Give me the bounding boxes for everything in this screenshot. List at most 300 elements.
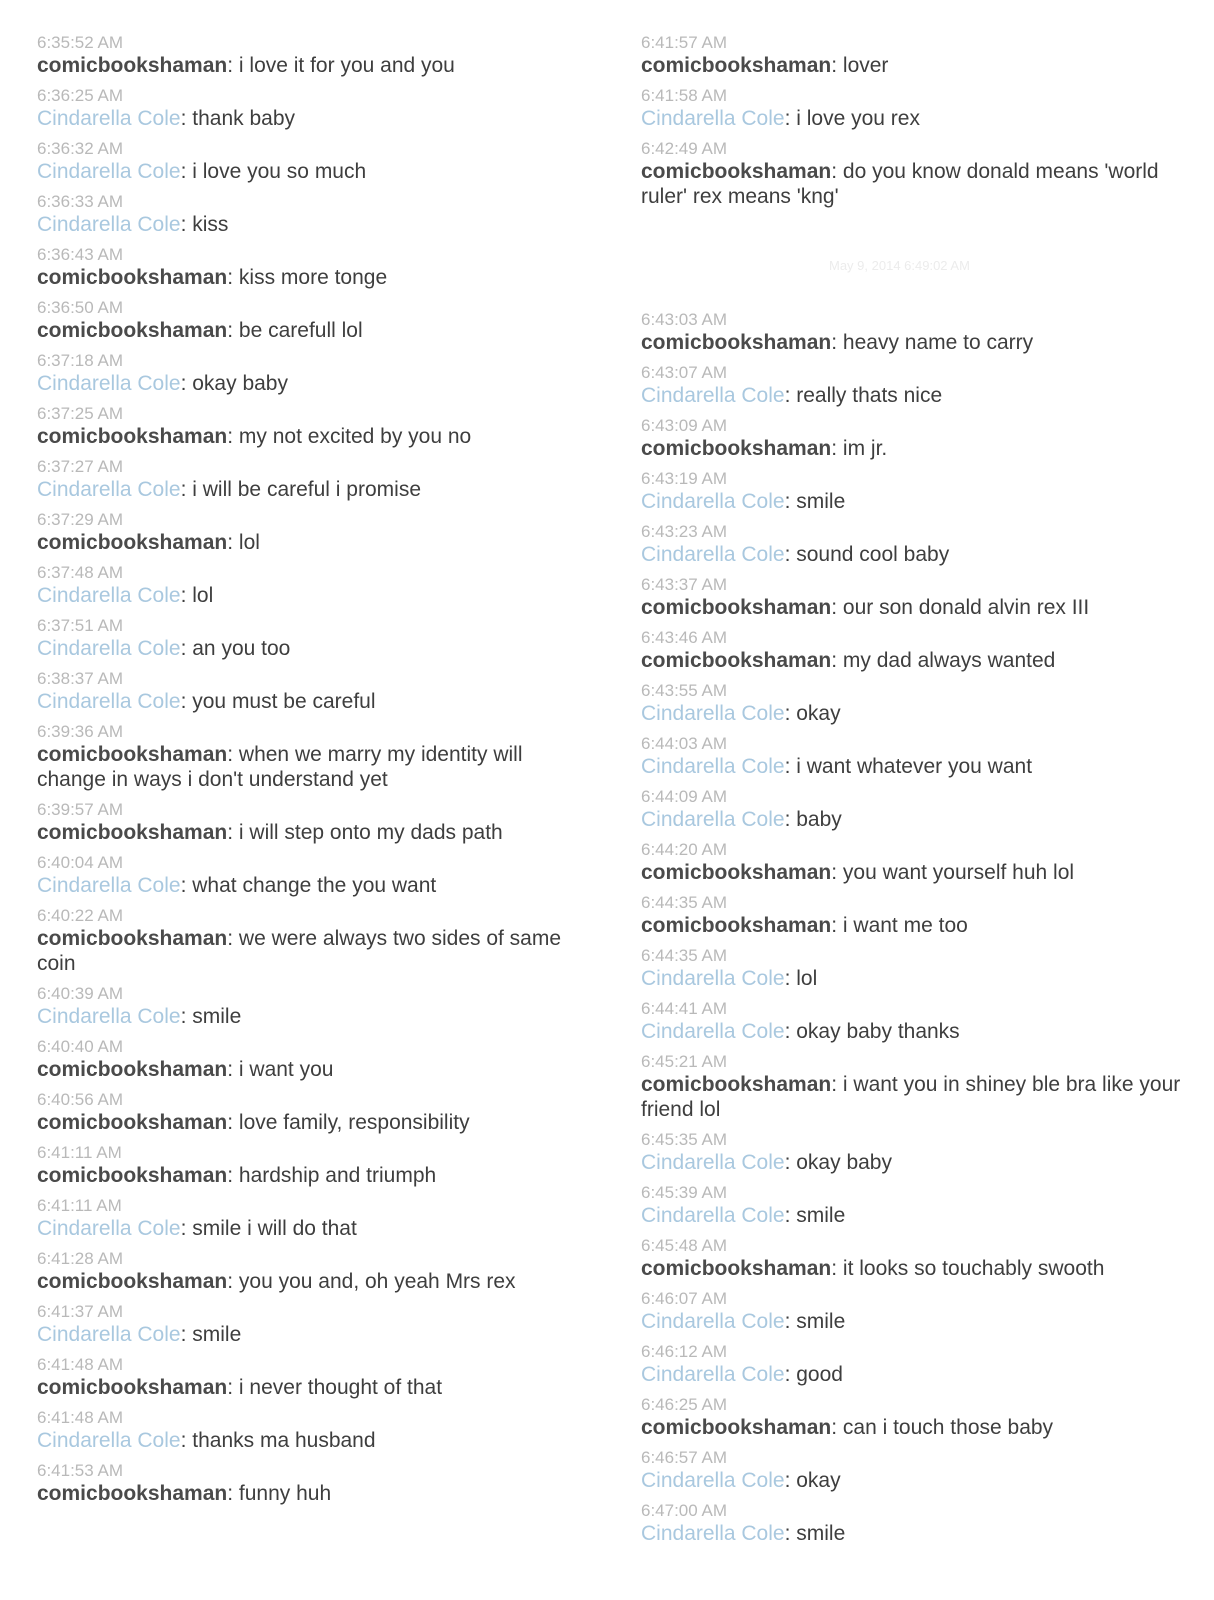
- message-timestamp: 6:41:11 AM: [37, 1196, 122, 1215]
- chat-message: [641, 1236, 1201, 1281]
- chat-message: [37, 563, 597, 608]
- message-timestamp: 6:43:23 AM: [641, 522, 728, 541]
- message-sender: comicbookshaman: [37, 425, 228, 448]
- sender-separator: :: [831, 1073, 843, 1096]
- message-sender: Cindarella Cole: [641, 1363, 785, 1386]
- chat-message: [37, 1196, 597, 1241]
- message-text: our son donald alvin rex III: [842, 596, 1090, 619]
- sender-separator: :: [180, 372, 193, 395]
- message-timestamp: 6:44:20 AM: [641, 840, 728, 859]
- sender-separator: :: [227, 1058, 239, 1081]
- sender-separator: :: [831, 649, 843, 672]
- sender-separator: :: [180, 160, 193, 183]
- message-text: i want me too: [842, 914, 968, 937]
- message-sender: Cindarella Cole: [641, 1469, 785, 1492]
- chat-message: [641, 681, 1201, 726]
- message-text: i will step onto my dads path: [238, 821, 503, 844]
- message-timestamp: 6:37:18 AM: [37, 351, 124, 370]
- chat-message: [37, 510, 597, 555]
- message-sender: Cindarella Cole: [641, 1151, 785, 1174]
- chat-message: [641, 1501, 1201, 1546]
- message-line: [37, 212, 597, 237]
- sender-separator: :: [180, 1323, 193, 1346]
- sender-separator: :: [227, 743, 239, 766]
- message-line: [37, 1004, 597, 1029]
- message-text: okay: [796, 1469, 841, 1492]
- message-text: lol: [192, 584, 214, 607]
- message-sender: comicbookshaman: [37, 54, 228, 77]
- sender-separator: :: [227, 1376, 239, 1399]
- message-text: okay: [796, 702, 841, 725]
- message-sender: Cindarella Cole: [37, 637, 181, 660]
- sender-separator: :: [227, 927, 239, 950]
- message-text: sound cool baby: [796, 543, 950, 566]
- message-line: [641, 330, 1201, 355]
- message-text: smile: [796, 1310, 846, 1333]
- message-line: [37, 477, 597, 502]
- sender-separator: :: [227, 1482, 239, 1505]
- message-timestamp: 6:36:33 AM: [37, 192, 124, 211]
- message-line: [37, 318, 597, 343]
- message-sender: comicbookshaman: [641, 596, 832, 619]
- sender-separator: :: [784, 808, 797, 831]
- message-sender: Cindarella Cole: [37, 478, 181, 501]
- message-line: [37, 530, 597, 555]
- sender-separator: :: [831, 331, 843, 354]
- message-text: heavy name to carry: [842, 331, 1034, 354]
- message-timestamp: 6:37:27 AM: [37, 457, 124, 476]
- message-sender: comicbookshaman: [641, 54, 832, 77]
- message-sender: comicbookshaman: [37, 531, 228, 554]
- message-text: baby: [796, 808, 842, 831]
- message-line: [641, 542, 1201, 567]
- message-line: [37, 1269, 597, 1294]
- chat-message: [37, 722, 597, 792]
- message-line: [641, 489, 1201, 514]
- message-timestamp: 6:46:12 AM: [641, 1342, 728, 1361]
- message-text: hardship and triumph: [238, 1164, 437, 1187]
- message-line: [37, 1057, 597, 1082]
- message-text: smile: [796, 1204, 846, 1227]
- message-timestamp: 6:45:48 AM: [641, 1236, 728, 1255]
- message-text: i want you: [238, 1058, 334, 1081]
- chat-message: [641, 1342, 1201, 1387]
- message-sender: comicbookshaman: [37, 743, 228, 766]
- message-text: lover: [842, 54, 889, 77]
- chat-message: [641, 999, 1201, 1044]
- message-text: kiss: [192, 213, 229, 236]
- message-text: you want yourself huh lol: [842, 861, 1075, 884]
- message-timestamp: 6:43:37 AM: [641, 575, 728, 594]
- sender-separator: :: [227, 821, 239, 844]
- message-text: you must be careful: [192, 690, 376, 713]
- chat-message: [641, 469, 1201, 514]
- message-text: lol: [238, 531, 260, 554]
- message-sender: Cindarella Cole: [641, 490, 785, 513]
- message-sender: comicbookshaman: [37, 1058, 228, 1081]
- chat-message: [37, 1302, 597, 1347]
- message-line: [641, 913, 1201, 938]
- message-timestamp: 6:41:28 AM: [37, 1249, 124, 1268]
- sender-separator: :: [180, 584, 193, 607]
- message-sender: comicbookshaman: [641, 649, 832, 672]
- sender-separator: :: [227, 54, 239, 77]
- message-line: [37, 636, 597, 661]
- message-timestamp: 6:35:52 AM: [37, 33, 124, 52]
- chat-message: [37, 1143, 597, 1188]
- sender-separator: :: [784, 1522, 797, 1545]
- message-line: [37, 159, 597, 184]
- message-sender: comicbookshaman: [641, 160, 832, 183]
- message-text: can i touch those baby: [842, 1416, 1054, 1439]
- sender-separator: :: [784, 1151, 797, 1174]
- message-text: i want you in shiney ble bra like your friend lol: [641, 1073, 1181, 1121]
- message-sender: Cindarella Cole: [37, 1005, 181, 1028]
- message-timestamp: 6:36:25 AM: [37, 86, 124, 105]
- message-line: [641, 1415, 1201, 1440]
- chat-message: [37, 1461, 597, 1506]
- chat-message: [37, 800, 597, 845]
- message-timestamp: 6:41:58 AM: [641, 86, 728, 105]
- message-line: [641, 1256, 1201, 1281]
- message-sender: comicbookshaman: [37, 1270, 228, 1293]
- message-sender: comicbookshaman: [37, 1376, 228, 1399]
- message-text: you you and, oh yeah Mrs rex: [238, 1270, 516, 1293]
- message-text: an you too: [192, 637, 291, 660]
- message-text: smile: [796, 1522, 846, 1545]
- message-line: [37, 926, 597, 976]
- chat-message: [641, 522, 1201, 567]
- message-sender: Cindarella Cole: [641, 702, 785, 725]
- chat-message: [37, 984, 597, 1029]
- sender-separator: :: [831, 861, 843, 884]
- message-timestamp: 6:43:07 AM: [641, 363, 728, 382]
- message-timestamp: 6:44:09 AM: [641, 787, 728, 806]
- message-sender: Cindarella Cole: [37, 213, 181, 236]
- message-timestamp: 6:43:46 AM: [641, 628, 728, 647]
- message-line: [37, 106, 597, 131]
- sender-separator: :: [784, 967, 797, 990]
- message-timestamp: 6:40:56 AM: [37, 1090, 124, 1109]
- message-line: [37, 583, 597, 608]
- message-text: really thats nice: [796, 384, 943, 407]
- message-timestamp: 6:47:00 AM: [641, 1501, 728, 1520]
- chat-message: [641, 1130, 1201, 1175]
- message-timestamp: 6:44:35 AM: [641, 946, 728, 965]
- sender-separator: :: [831, 596, 843, 619]
- message-text: kiss more tonge: [238, 266, 388, 289]
- message-sender: Cindarella Cole: [37, 874, 181, 897]
- message-text: smile: [192, 1005, 242, 1028]
- message-sender: Cindarella Cole: [641, 1020, 785, 1043]
- message-sender: comicbookshaman: [641, 1073, 832, 1096]
- message-line: [641, 701, 1201, 726]
- message-line: [37, 265, 597, 290]
- sender-separator: :: [227, 266, 239, 289]
- sender-separator: :: [180, 478, 193, 501]
- message-sender: Cindarella Cole: [37, 1323, 181, 1346]
- message-sender: comicbookshaman: [37, 266, 228, 289]
- message-line: [641, 595, 1201, 620]
- chat-message: [37, 33, 597, 78]
- chat-message: [641, 734, 1201, 779]
- message-timestamp: 6:36:50 AM: [37, 298, 124, 317]
- message-line: [641, 1362, 1201, 1387]
- sender-separator: :: [784, 1204, 797, 1227]
- message-line: [641, 754, 1201, 779]
- chat-message: [641, 363, 1201, 408]
- message-timestamp: 6:46:57 AM: [641, 1448, 728, 1467]
- message-timestamp: 6:37:51 AM: [37, 616, 124, 635]
- chat-message: [37, 192, 597, 237]
- sender-separator: :: [784, 384, 797, 407]
- message-text: thanks ma husband: [192, 1429, 376, 1452]
- sender-separator: :: [784, 755, 797, 778]
- message-text: i love you rex: [796, 107, 920, 130]
- chat-column-left: [37, 33, 597, 1514]
- message-sender: comicbookshaman: [37, 1164, 228, 1187]
- message-text: smile: [192, 1323, 242, 1346]
- sender-separator: :: [831, 1257, 843, 1280]
- sender-separator: :: [831, 437, 843, 460]
- sender-separator: :: [227, 319, 239, 342]
- message-sender: comicbookshaman: [641, 331, 832, 354]
- chat-message: [641, 1448, 1201, 1493]
- chat-message: [37, 906, 597, 976]
- sender-separator: :: [831, 914, 843, 937]
- sender-separator: :: [784, 1020, 797, 1043]
- message-line: [641, 860, 1201, 885]
- message-text: do you know donald means 'world ruler' rex means 'kng': [641, 160, 1159, 208]
- sender-separator: :: [180, 637, 193, 660]
- chat-message: [37, 1090, 597, 1135]
- chat-message: [37, 298, 597, 343]
- chat-message: [37, 853, 597, 898]
- message-sender: comicbookshaman: [37, 927, 228, 950]
- sender-separator: :: [180, 874, 193, 897]
- message-line: [37, 820, 597, 845]
- chat-message: [641, 787, 1201, 832]
- message-timestamp: 6:42:49 AM: [641, 139, 728, 158]
- message-line: [641, 1019, 1201, 1044]
- chat-message: [37, 404, 597, 449]
- sender-separator: :: [784, 1310, 797, 1333]
- sender-separator: :: [227, 1164, 239, 1187]
- message-text: love family, responsibility: [238, 1111, 470, 1134]
- message-sender: Cindarella Cole: [37, 160, 181, 183]
- sender-separator: :: [180, 1005, 193, 1028]
- message-line: [641, 53, 1201, 78]
- message-text: i want whatever you want: [796, 755, 1033, 778]
- message-line: [37, 371, 597, 396]
- sender-separator: :: [227, 1270, 239, 1293]
- message-sender: comicbookshaman: [641, 437, 832, 460]
- message-line: [37, 1481, 597, 1506]
- message-line: [641, 106, 1201, 131]
- chat-message: [37, 1408, 597, 1453]
- chat-message: [641, 416, 1201, 461]
- message-line: [37, 1322, 597, 1347]
- message-text: when we marry my identity will change in ways i don't understand yet: [37, 743, 523, 791]
- message-timestamp: 6:41:48 AM: [37, 1355, 124, 1374]
- chat-message: [37, 86, 597, 131]
- message-line: [37, 1428, 597, 1453]
- message-sender: Cindarella Cole: [641, 808, 785, 831]
- chat-message: [641, 139, 1201, 209]
- message-text: okay baby: [796, 1151, 892, 1174]
- message-line: [37, 424, 597, 449]
- message-sender: comicbookshaman: [641, 1416, 832, 1439]
- message-text: okay baby thanks: [796, 1020, 960, 1043]
- sender-separator: :: [227, 1111, 239, 1134]
- message-sender: Cindarella Cole: [37, 1429, 181, 1452]
- chat-message: [37, 139, 597, 184]
- sender-separator: :: [784, 702, 797, 725]
- message-timestamp: 6:45:39 AM: [641, 1183, 728, 1202]
- sender-separator: :: [784, 543, 797, 566]
- message-line: [641, 807, 1201, 832]
- message-sender: comicbookshaman: [641, 914, 832, 937]
- chat-message: [37, 245, 597, 290]
- date-separator: May 9, 2014 6:49:02 AM: [829, 258, 970, 273]
- chat-message: [641, 86, 1201, 131]
- message-sender: Cindarella Cole: [37, 690, 181, 713]
- message-timestamp: 6:41:11 AM: [37, 1143, 122, 1162]
- message-text: my dad always wanted: [842, 649, 1056, 672]
- message-text: im jr.: [842, 437, 888, 460]
- chat-message: [641, 893, 1201, 938]
- chat-message: [641, 1183, 1201, 1228]
- sender-separator: :: [227, 425, 239, 448]
- message-sender: Cindarella Cole: [641, 1522, 785, 1545]
- message-line: [37, 873, 597, 898]
- message-line: [37, 1375, 597, 1400]
- chat-message: [641, 628, 1201, 673]
- message-sender: Cindarella Cole: [37, 107, 181, 130]
- sender-separator: :: [784, 490, 797, 513]
- message-sender: Cindarella Cole: [641, 1204, 785, 1227]
- message-sender: Cindarella Cole: [641, 755, 785, 778]
- chat-block-bottom: [641, 310, 1201, 1546]
- message-sender: Cindarella Cole: [641, 1310, 785, 1333]
- sender-separator: :: [831, 54, 843, 77]
- message-text: lol: [796, 967, 818, 990]
- sender-separator: :: [180, 1217, 193, 1240]
- message-timestamp: 6:45:35 AM: [641, 1130, 728, 1149]
- chat-message: [37, 1249, 597, 1294]
- message-text: i will be careful i promise: [192, 478, 421, 501]
- message-line: [641, 1468, 1201, 1493]
- chat-message: [641, 1052, 1201, 1122]
- message-sender: comicbookshaman: [641, 1257, 832, 1280]
- message-sender: comicbookshaman: [37, 821, 228, 844]
- sender-separator: :: [180, 1429, 193, 1452]
- message-timestamp: 6:46:07 AM: [641, 1289, 728, 1308]
- message-line: [641, 1150, 1201, 1175]
- message-sender: Cindarella Cole: [37, 372, 181, 395]
- message-timestamp: 6:39:57 AM: [37, 800, 124, 819]
- message-sender: Cindarella Cole: [37, 1217, 181, 1240]
- message-sender: comicbookshaman: [37, 1111, 228, 1134]
- message-text: i never thought of that: [238, 1376, 443, 1399]
- message-timestamp: 6:37:29 AM: [37, 510, 124, 529]
- chat-message: [37, 457, 597, 502]
- message-timestamp: 6:36:43 AM: [37, 245, 124, 264]
- message-timestamp: 6:40:04 AM: [37, 853, 124, 872]
- message-text: thank baby: [192, 107, 295, 130]
- message-line: [641, 1521, 1201, 1546]
- chat-message: [37, 1037, 597, 1082]
- message-text: what change the you want: [192, 874, 437, 897]
- message-text: it looks so touchably swooth: [842, 1257, 1105, 1280]
- message-text: be carefull lol: [238, 319, 363, 342]
- message-line: [37, 742, 597, 792]
- sender-separator: :: [180, 107, 193, 130]
- sender-separator: :: [831, 1416, 843, 1439]
- message-line: [641, 1072, 1201, 1122]
- message-timestamp: 6:44:41 AM: [641, 999, 728, 1018]
- chat-message: [37, 351, 597, 396]
- message-text: okay baby: [192, 372, 288, 395]
- message-timestamp: 6:37:48 AM: [37, 563, 124, 582]
- chat-message: [641, 946, 1201, 991]
- message-line: [37, 689, 597, 714]
- sender-separator: :: [227, 531, 239, 554]
- message-timestamp: 6:40:22 AM: [37, 906, 124, 925]
- chat-block-top: [641, 33, 1201, 209]
- message-sender: Cindarella Cole: [641, 967, 785, 990]
- sender-separator: :: [784, 1469, 797, 1492]
- message-line: [641, 648, 1201, 673]
- message-timestamp: 6:43:19 AM: [641, 469, 728, 488]
- date-gap: [641, 217, 1201, 310]
- message-line: [37, 1216, 597, 1241]
- message-line: [641, 1203, 1201, 1228]
- message-sender: comicbookshaman: [641, 861, 832, 884]
- message-timestamp: 6:43:03 AM: [641, 310, 728, 329]
- message-line: [37, 53, 597, 78]
- message-timestamp: 6:39:36 AM: [37, 722, 124, 741]
- message-timestamp: 6:40:40 AM: [37, 1037, 124, 1056]
- message-line: [37, 1163, 597, 1188]
- message-timestamp: 6:44:35 AM: [641, 893, 728, 912]
- message-timestamp: 6:40:39 AM: [37, 984, 124, 1003]
- chat-message: [37, 669, 597, 714]
- message-line: [641, 436, 1201, 461]
- message-line: [641, 383, 1201, 408]
- message-line: [641, 966, 1201, 991]
- message-line: [37, 1110, 597, 1135]
- message-sender: Cindarella Cole: [641, 543, 785, 566]
- message-timestamp: 6:46:25 AM: [641, 1395, 728, 1414]
- message-timestamp: 6:41:37 AM: [37, 1302, 124, 1321]
- chat-message: [641, 33, 1201, 78]
- sender-separator: :: [180, 690, 193, 713]
- sender-separator: :: [784, 107, 797, 130]
- message-text: i love it for you and you: [238, 54, 455, 77]
- message-line: [641, 159, 1201, 209]
- message-text: smile i will do that: [192, 1217, 357, 1240]
- message-sender: comicbookshaman: [37, 1482, 228, 1505]
- message-text: i love you so much: [192, 160, 367, 183]
- chat-message: [641, 310, 1201, 355]
- message-timestamp: 6:36:32 AM: [37, 139, 124, 158]
- message-timestamp: 6:44:03 AM: [641, 734, 728, 753]
- chat-message: [641, 1395, 1201, 1440]
- chat-column-right: [641, 33, 1201, 1554]
- message-timestamp: 6:43:55 AM: [641, 681, 728, 700]
- chat-message: [641, 840, 1201, 885]
